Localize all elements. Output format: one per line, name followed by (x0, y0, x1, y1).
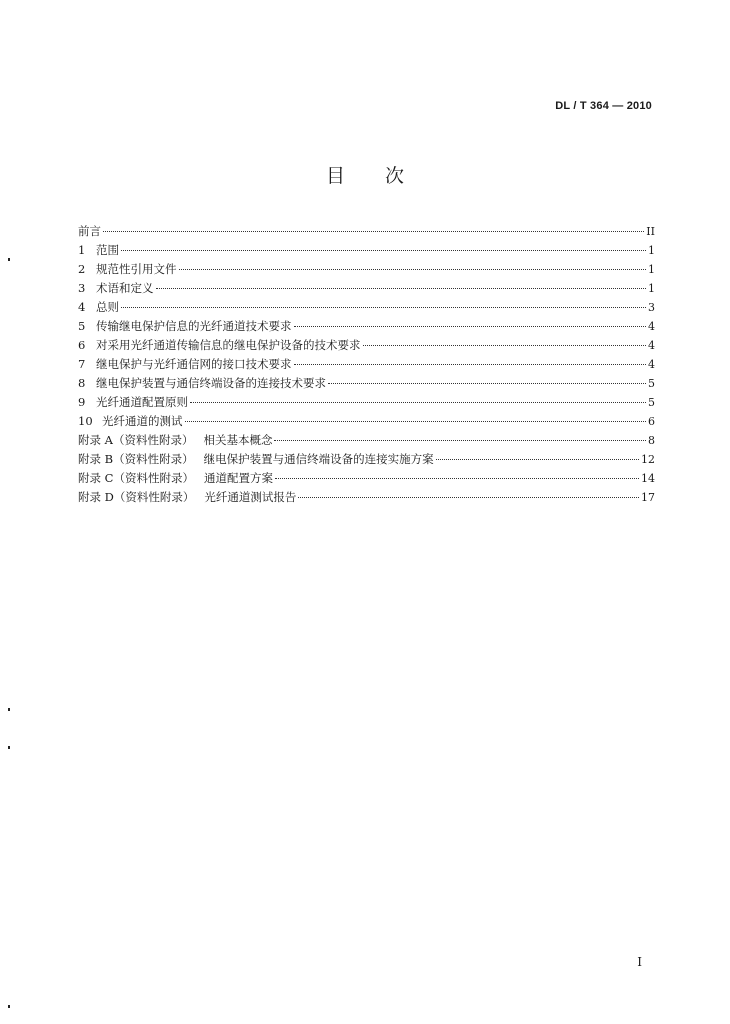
toc-entry-number: 附录 B（资料性附录） (78, 452, 194, 466)
toc-entry-page: 14 (641, 472, 655, 485)
toc-entry-number: 附录 D（资料性附录） (78, 490, 195, 504)
scan-speck (8, 708, 10, 711)
toc-entry-2[interactable] (78, 260, 655, 279)
toc-entry-page: 1 (648, 244, 655, 257)
toc-entry-title: 对采用光纤通道传输信息的继电保护设备的技术要求 (96, 338, 361, 352)
toc-entry-page: 6 (648, 415, 655, 428)
toc-entry-7[interactable] (78, 355, 655, 374)
toc-entry-10[interactable] (78, 412, 655, 431)
toc-entry-number: 8 (78, 376, 86, 390)
toc-entry-page: 5 (648, 377, 655, 390)
toc-entry-1[interactable] (78, 241, 655, 260)
toc-entry-title: 通道配置方案 (203, 471, 273, 485)
toc-entry-number: 9 (78, 395, 86, 409)
toc-entry-number: 7 (78, 357, 86, 371)
toc-entry-5[interactable] (78, 317, 655, 336)
toc-entry-appendix-b[interactable] (78, 450, 655, 469)
dot-leader (274, 440, 646, 441)
toc-entry-number: 4 (78, 300, 86, 314)
dot-leader (294, 364, 647, 365)
toc-entry-number: 附录 C（资料性附录） (78, 471, 194, 485)
toc-entry-number: 5 (78, 319, 86, 333)
table-of-contents (78, 222, 655, 507)
toc-entry-4[interactable] (78, 298, 655, 317)
scan-speck (8, 1005, 10, 1008)
toc-entry-appendix-d[interactable] (78, 488, 655, 507)
toc-entry-title: 传输继电保护信息的光纤通道技术要求 (96, 319, 292, 333)
dot-leader (190, 402, 646, 403)
toc-entry-number: 2 (78, 262, 86, 276)
toc-entry-page: 1 (648, 263, 655, 276)
toc-entry-title: 继电保护与光纤通信网的接口技术要求 (96, 357, 292, 371)
toc-entry-number: 附录 A（资料性附录） (78, 433, 194, 447)
toc-entry-title: 继电保护装置与通信终端设备的连接实施方案 (203, 452, 434, 466)
dot-leader (156, 288, 647, 289)
toc-title-left: 目 (325, 165, 345, 187)
toc-entry-title: 术语和定义 (96, 281, 154, 295)
scan-speck (8, 258, 10, 261)
toc-entry-3[interactable] (78, 279, 655, 298)
toc-entry-page: 4 (648, 320, 655, 333)
dot-leader (328, 383, 646, 384)
toc-entry-number: 6 (78, 338, 86, 352)
dot-leader (363, 345, 647, 346)
toc-entry-title: 继电保护装置与通信终端设备的连接技术要求 (96, 376, 326, 390)
toc-entry-page: 5 (648, 396, 655, 409)
dot-leader (103, 231, 644, 232)
toc-entry-title: 光纤通道配置原则 (96, 395, 188, 409)
toc-entry-6[interactable] (78, 336, 655, 355)
dot-leader (121, 307, 646, 308)
toc-entry-page: 1 (648, 282, 655, 295)
toc-entry-title: 光纤通道测试报告 (204, 490, 297, 504)
toc-entry-page: 17 (641, 491, 655, 504)
standard-number: DL / T 364 — 2010 (555, 100, 652, 112)
toc-entry-number: 1 (78, 243, 86, 257)
dot-leader (298, 497, 639, 498)
toc-entry-title: 规范性引用文件 (96, 262, 177, 276)
toc-entry-title: 光纤通道的测试 (102, 414, 183, 428)
dot-leader (436, 459, 639, 460)
toc-entry-page: 8 (648, 434, 655, 447)
toc-entry-page: 4 (648, 358, 655, 371)
toc-entry-number: 10 (78, 414, 93, 428)
dot-leader (185, 421, 647, 422)
toc-entry-title: 总则 (96, 300, 119, 314)
dot-leader (179, 269, 647, 270)
dot-leader (121, 250, 646, 251)
toc-entry-page: 3 (648, 301, 655, 314)
toc-entry-foreword[interactable] (78, 222, 655, 241)
toc-entry-number: 3 (78, 281, 86, 295)
toc-entry-title: 前言 (78, 224, 101, 238)
toc-entry-appendix-a[interactable] (78, 431, 655, 450)
toc-entry-title: 范围 (96, 243, 119, 257)
toc-title-right: 次 (385, 165, 405, 187)
toc-entry-8[interactable] (78, 374, 655, 393)
page-number: I (637, 955, 642, 969)
toc-entry-appendix-c[interactable] (78, 469, 655, 488)
toc-entry-page: 12 (641, 453, 655, 466)
toc-entry-page: II (646, 225, 655, 238)
toc-title (0, 161, 730, 188)
toc-entry-9[interactable] (78, 393, 655, 412)
dot-leader (294, 326, 647, 327)
dot-leader (275, 478, 639, 479)
toc-entry-page: 4 (648, 339, 655, 352)
toc-entry-title: 相关基本概念 (203, 433, 273, 447)
scan-speck (8, 746, 10, 749)
